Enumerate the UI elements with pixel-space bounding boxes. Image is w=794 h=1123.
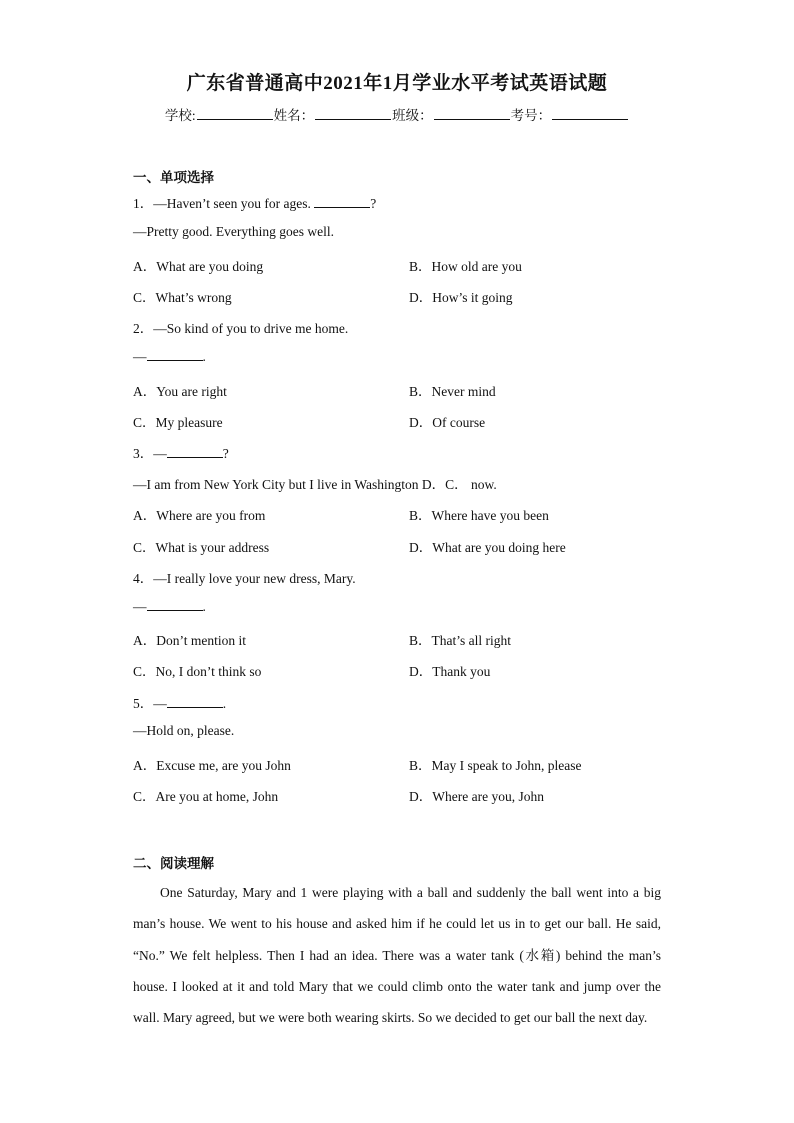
question-1-option-d: D．How’s it going: [409, 290, 513, 305]
question-5-option-a: A．Excuse me, are you John: [133, 758, 291, 773]
question-1-option-c: C．What’s wrong: [133, 290, 232, 305]
question-5-suffix: .: [222, 696, 227, 711]
question-2-option-d: D．Of course: [409, 415, 486, 430]
question-1-stem: [133, 192, 376, 212]
answer-blank: [314, 195, 370, 208]
name-label: 姓名：: [273, 108, 315, 123]
question-2-option-b: B．Never mind: [409, 384, 496, 399]
answer-blank: [167, 695, 223, 708]
answer-blank: [167, 445, 223, 458]
question-5-reply: —Hold on, please.: [133, 723, 235, 738]
question-1-reply: —Pretty good. Everything goes well.: [133, 224, 334, 239]
class-blank: [434, 106, 510, 120]
question-1-option-b: B．How old are you: [409, 259, 522, 274]
reply-dash: —: [133, 599, 147, 614]
reply-period: .: [202, 349, 206, 364]
question-4-option-d: D．Thank you: [409, 664, 491, 679]
question-3-option-d: D．What are you doing here: [409, 540, 566, 555]
question-3-reply: —I am from New York City but I live in Washington D．C． now.: [133, 477, 497, 492]
number-label: 考号：: [510, 108, 552, 123]
question-2-stem: 2．—So kind of you to drive me home.: [133, 321, 349, 336]
question-2-option-c: C．My pleasure: [133, 415, 223, 430]
question-1-text: 1．—Haven’t seen you for ages.: [133, 196, 311, 211]
question-3-option-c: C．What is your address: [133, 540, 270, 555]
name-blank: [315, 106, 391, 120]
section-heading-reading: 二、阅读理解: [133, 856, 214, 871]
question-4-option-b: B．That’s all right: [409, 633, 511, 648]
question-4-reply: [133, 598, 206, 615]
class-label: 班级：: [392, 108, 433, 123]
question-2-reply: [133, 348, 206, 365]
school-label: 学校:: [164, 108, 196, 123]
reply-period: .: [202, 599, 206, 614]
question-3-stem: [133, 442, 229, 462]
question-1-suffix: ?: [370, 196, 377, 211]
question-3-suffix: ?: [222, 446, 229, 461]
page-title: 广东省普通高中2021年1月学业水平考试英语试题: [186, 73, 608, 94]
answer-blank: [147, 348, 203, 361]
question-5-option-b: B．May I speak to John, please: [409, 758, 582, 773]
question-4-option-c: C．No, I don’t think so: [133, 664, 262, 679]
question-3-option-b: B．Where have you been: [409, 508, 549, 523]
section-heading-choice: 一、单项选择: [133, 170, 214, 185]
question-5-option-d: D．Where are you, John: [409, 789, 544, 804]
question-4-option-a: A．Don’t mention it: [133, 633, 246, 648]
reply-dash: —: [133, 349, 147, 364]
student-info-line: [0, 104, 794, 124]
reading-passage: One Saturday, Mary and 1 were playing with a ball and suddenly the ball went into a big man’s house. We went to his house and asked him if he could let us in to get our ball. He said, “No.” We felt helpless. Then I had an idea. There was a water tank (水箱) behind the man’s house. I looked at it and told Mary that we could climb onto the water tank and jump over the wall. Mary agreed, but we were both wearing skirts. So we decided to get our ball the next day.: [133, 885, 661, 1026]
question-5-number: 5．—: [133, 696, 167, 711]
question-3-number: 3．—: [133, 446, 167, 461]
question-3-option-a: A．Where are you from: [133, 508, 266, 523]
number-blank: [552, 106, 628, 120]
question-5-stem: [133, 692, 226, 712]
question-4-stem: 4．—I really love your new dress, Mary.: [133, 571, 356, 586]
answer-blank: [147, 598, 203, 611]
question-5-option-c: C．Are you at home, John: [133, 789, 279, 804]
question-1-option-a: A．What are you doing: [133, 259, 264, 274]
school-blank: [197, 106, 273, 120]
question-2-option-a: A．You are right: [133, 384, 227, 399]
